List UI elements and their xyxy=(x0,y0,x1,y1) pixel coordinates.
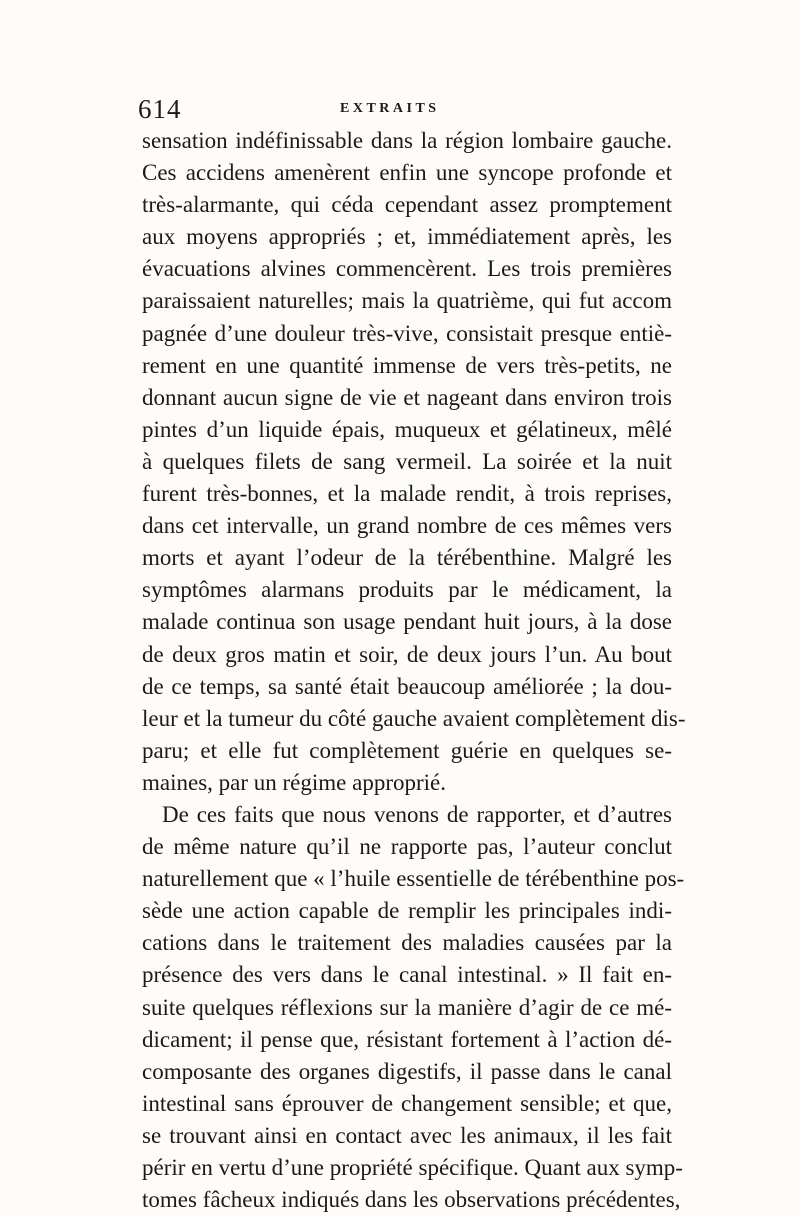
text-line: furent très-bonnes, et la malade rendit, à trois reprises, xyxy=(142,481,672,507)
text-line: paru; et elle fut complètement guérie en quelques se- xyxy=(142,737,672,763)
text-line: morts et ayant l’odeur de la térébenthine. Malgré les xyxy=(142,545,672,571)
running-head: EXTRAITS xyxy=(340,101,440,116)
text-line: de ce temps, sa santé était beaucoup améliorée ; la dou- xyxy=(142,673,672,699)
text-line: de deux gros matin et soir, de deux jours l’un. Au bout xyxy=(142,641,672,667)
text-line: présence des vers dans le canal intestinal. » Il fait en- xyxy=(142,962,672,988)
text-line: symptômes alarmans produits par le médicament, la xyxy=(142,577,672,603)
text-line: de même nature qu’il ne rapporte pas, l’auteur conclut xyxy=(142,834,672,860)
text-line: cations dans le traitement des maladies causées par la xyxy=(142,930,672,956)
text-line: sède une action capable de remplir les principales indi- xyxy=(142,898,672,924)
text-line: tomes fâcheux indiqués dans les observations précédentes, xyxy=(142,1187,681,1213)
text-line: leur et la tumeur du côté gauche avaient complètement dis- xyxy=(142,705,686,731)
text-line: très-alarmante, qui céda cependant assez promptement xyxy=(142,192,672,218)
text-line: dicament; il pense que, résistant fortement à l’action dé- xyxy=(142,1026,672,1052)
text-line: paraissaient naturelles; mais la quatrième, qui fut accom xyxy=(142,288,672,314)
text-line: rement en une quantité immense de vers très-petits, ne xyxy=(142,352,672,378)
text-line: dans cet intervalle, un grand nombre de ces mêmes vers xyxy=(142,513,672,539)
text-line: aux moyens appropriés ; et, immédiatement après, les xyxy=(142,224,672,250)
page-number: 614 xyxy=(138,94,182,124)
text-line: suite quelques réflexions sur la manière d’agir de ce mé- xyxy=(142,994,672,1020)
page-header xyxy=(138,94,668,124)
text-line: pagnée d’une douleur très-vive, consistait presque entiè- xyxy=(142,320,672,346)
text-line: à quelques filets de sang vermeil. La soirée et la nuit xyxy=(142,448,672,474)
text-line: intestinal sans éprouver de changement sensible; et que, xyxy=(142,1090,672,1116)
text-line-paragraph-start: De ces faits que nous venons de rapporter, et d’autres xyxy=(162,801,672,827)
text-line: Ces accidens amenèrent enfin une syncope profonde et xyxy=(142,160,672,186)
text-line: sensation indéfinissable dans la région lombaire gauche. xyxy=(142,128,672,153)
text-line: composante des organes digestifs, il passe dans le canal xyxy=(142,1058,672,1084)
body-text xyxy=(142,125,686,1216)
text-line: donnant aucun signe de vie et nageant dans environ trois xyxy=(142,384,672,410)
text-line: périr en vertu d’une propriété spécifique. Quant aux symp- xyxy=(142,1155,683,1180)
text-line: naturellement que « l’huile essentielle de térébenthine pos- xyxy=(142,866,685,892)
text-line-paragraph-end: maines, par un régime approprié. xyxy=(142,769,446,795)
text-line: évacuations alvines commencèrent. Les trois premières xyxy=(142,256,672,282)
text-line: se trouvant ainsi en contact avec les animaux, il les fait xyxy=(142,1122,672,1148)
text-line: pintes d’un liquide épais, muqueux et gélatineux, mêlé xyxy=(142,416,672,442)
text-line: malade continua son usage pendant huit jours, à la dose xyxy=(142,609,672,635)
